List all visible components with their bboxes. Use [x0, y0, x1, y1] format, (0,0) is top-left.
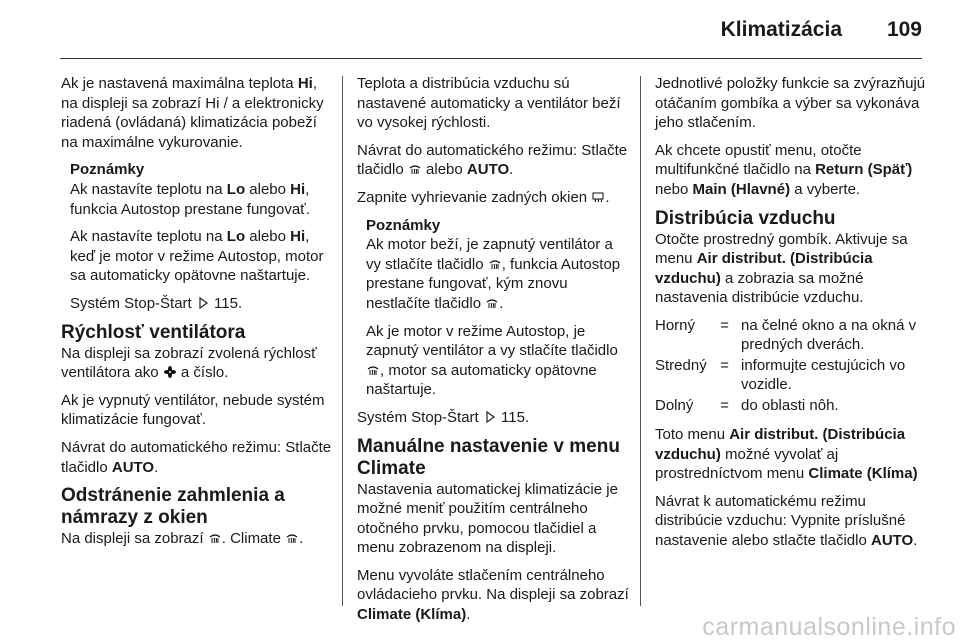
column-3 — [655, 74, 927, 559]
table-row — [655, 396, 927, 417]
fan-icon — [164, 366, 176, 378]
def-term: Stredný — [655, 356, 707, 374]
header-rule — [60, 58, 922, 59]
paragraph: Ak chcete opustiť menu, otočte multifunkčné tlačidlo na Return (Späť) nebo Main (Hlavné) a vyberte. — [655, 141, 913, 198]
column-2 — [357, 74, 629, 633]
defrost-icon — [286, 532, 298, 544]
paragraph: Na displeji sa zobrazí zvolená rýchlosť ventilátora ako a číslo. — [61, 344, 317, 382]
paragraph: Návrat do automatického režimu: Stlačte tlačidlo AUTO. — [61, 438, 332, 476]
def-description: na čelné okno a na okná v predných dverách. — [741, 316, 917, 353]
paragraph: Ak motor beží, je zapnutý ventilátor a vy stlačíte tlačidlo , funkcia Autostop prestane fungovať, kým znovu nestlačíte tlačidlo . — [366, 236, 621, 312]
def-term: Horný — [655, 316, 696, 334]
def-equals: = — [720, 356, 729, 374]
paragraph: Nastavenia automatickej klimatizácie je možné meniť použitím centrálneho otočného prvku, pomocou tlačidiel a menu zobrazenom na displeji. — [357, 480, 618, 557]
defrost-icon — [489, 258, 501, 270]
page-ref-triangle-icon — [197, 297, 209, 309]
def-term: Dolný — [655, 396, 694, 414]
cross-reference[interactable]: Systém Stop-Štart 115. — [357, 408, 530, 426]
note-block — [61, 160, 333, 313]
cross-reference[interactable]: Systém Stop-Štart 115. — [70, 294, 243, 312]
defrost-icon — [209, 532, 221, 544]
paragraph: Návrat do automatického režimu: Stlačte tlačidlo alebo AUTO. — [357, 141, 628, 179]
section-heading: Manuálne nastavenie v menu Climate — [357, 435, 620, 479]
rear-defrost-icon — [592, 191, 604, 203]
def-description: informujte cestujúcich vo vozidle. — [741, 356, 906, 393]
paragraph: Toto menu Air distribut. (Distribúcia vzduchu) možné vyvolať aj prostredníctvom menu Climate (Klíma) — [655, 425, 918, 483]
definition-table — [655, 316, 927, 417]
note-block — [357, 216, 629, 400]
note-title: Poznámky — [70, 161, 145, 179]
section-heading: Distribúcia vzduchu — [655, 207, 836, 229]
paragraph: Ak je vypnutý ventilátor, nebude systém klimatizácie fungovať. — [61, 391, 325, 429]
paragraph: Menu vyvoláte stlačením centrálneho ovládacieho prvku. Na displeji sa zobrazí Climate (Klíma). — [357, 566, 629, 624]
paragraph: Ak nastavíte teplotu na Lo alebo Hi, keď je motor v režime Autostop, motor sa automaticky opätovne naštartuje. — [70, 228, 324, 285]
paragraph: Otočte prostredný gombík. Aktivuje sa menu Air distribut. (Distribúcia vzduchu) a zobrazia sa možné nastavenia distribúcie vzduchu. — [655, 230, 908, 307]
def-equals: = — [720, 316, 729, 334]
page-title: Klimatizácia — [720, 18, 842, 41]
note-title: Poznámky — [366, 216, 441, 234]
page-ref-triangle-icon — [484, 411, 496, 423]
page-header — [0, 0, 960, 56]
paragraph: Teplota a distribúcia vzduchu sú nastavené automaticky a ventilátor beží vo vysokej rýchlosti. — [357, 75, 621, 132]
column-divider — [640, 76, 641, 606]
section-heading: Odstránenie zahmlenia a námrazy z okien — [61, 485, 285, 529]
table-row — [655, 356, 927, 396]
paragraph: Ak nastavíte teplotu na Lo alebo Hi, funkcia Autostop prestane fungovať. — [70, 180, 310, 218]
paragraph: Ak je nastavená maximálna teplota Hi, na displeji sa zobrazí Hi / a elektronicky riadená (ovládaná) klimatizácia pobeží na maximálne vykurovanie. — [61, 75, 324, 151]
defrost-icon — [486, 297, 498, 309]
defrost-icon — [367, 364, 379, 376]
paragraph: Návrat k automatickému režimu distribúcie vzduchu: Vypnite príslušné nastavenie alebo stlačte tlačidlo AUTO. — [655, 492, 918, 549]
defrost-icon — [409, 163, 421, 175]
def-description: do oblasti nôh. — [741, 396, 839, 414]
paragraph: Jednotlivé položky funkcie sa zvýrazňujú otáčaním gombíka a výber sa vykonáva jeho stlačením. — [655, 75, 926, 132]
section-heading: Rýchlosť ventilátora — [61, 321, 246, 343]
column-1 — [61, 74, 333, 557]
paragraph: Zapnite vyhrievanie zadných okien . — [357, 188, 610, 206]
def-equals: = — [720, 396, 729, 414]
column-divider — [342, 76, 343, 606]
watermark: carmanualsonline.info — [702, 613, 956, 641]
page-number: 109 — [886, 18, 922, 41]
paragraph: Na displeji sa zobrazí . Climate . — [61, 530, 304, 548]
paragraph: Ak je motor v režime Autostop, je zapnutý ventilátor a vy stlačíte tlačidlo , motor sa automaticky opätovne naštartuje. — [366, 322, 618, 399]
table-row — [655, 316, 927, 356]
